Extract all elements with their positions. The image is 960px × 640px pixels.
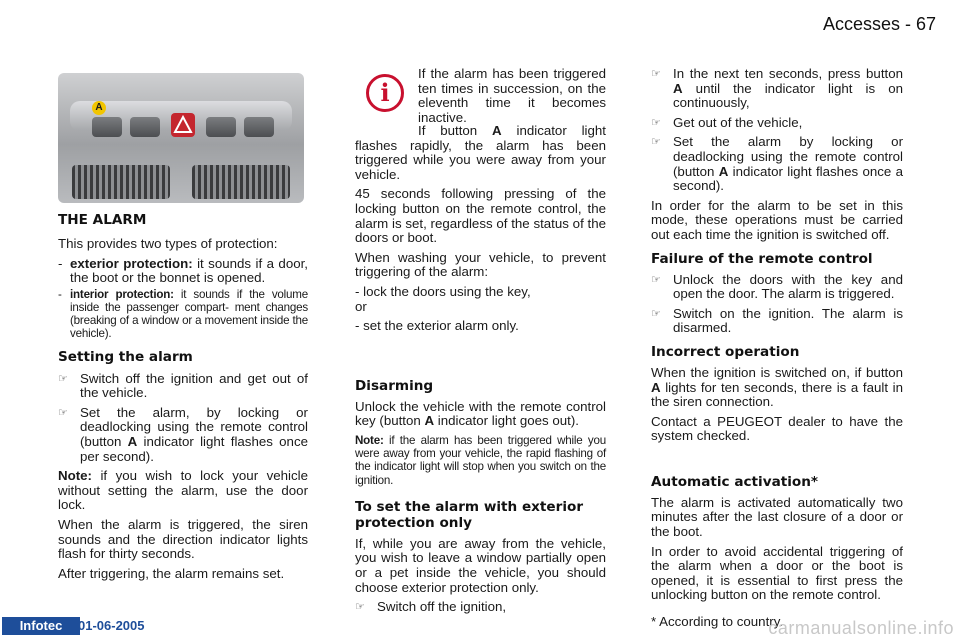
list-item: ☞ Switch off the ignition and get out of the vehicle. xyxy=(58,370,308,401)
column-1 xyxy=(58,212,308,586)
list-item: ☞ Get out of the vehicle, xyxy=(651,114,803,130)
dash-item: - lock the doors using the key, xyxy=(355,283,531,299)
dash-button xyxy=(206,117,236,137)
paragraph: After triggering, the alarm remains set. xyxy=(58,565,285,581)
intro-text: This provides two types of protection: xyxy=(58,236,278,251)
list-item: ☞ Set the alarm by locking or deadlocking using the remote control (button A indicator light flashes once a second). xyxy=(651,134,904,194)
dash-item: - set the exterior alarm only. xyxy=(355,318,519,334)
heading-disarming: Disarming xyxy=(355,377,434,394)
air-vent-right xyxy=(192,165,290,199)
info-text-1: If the alarm has been triggered ten times in succession, on the eleventh time it becomes inactive. xyxy=(418,66,606,125)
paragraph: When washing your vehicle, to prevent triggering of the alarm: xyxy=(355,249,606,280)
pointing-hand-icon: ☞ xyxy=(651,307,661,320)
heading-exterior-protection: To set the alarm with exterior protection only xyxy=(355,498,584,531)
note-paragraph: Note: if the alarm has been triggered while you were away from your vehicle, the rapid flashing of the indicator light will stop when you switch on the ignition. xyxy=(355,433,606,487)
list-item: ☞ Set the alarm, by locking or deadlocking using the remote control (button A indicator light flashes once per second). xyxy=(58,404,308,464)
paragraph: When the alarm is triggered, the siren sounds and the direction indicator lights flash for thirty seconds. xyxy=(58,516,308,562)
paragraph: Unlock the vehicle with the remote control key (button A indicator light goes out). xyxy=(355,398,606,429)
pointing-hand-icon: ☞ xyxy=(651,68,661,80)
infotec-logo: Infotec xyxy=(2,617,80,635)
pointing-hand-icon: ☞ xyxy=(58,406,68,419)
dash-marker: - xyxy=(58,255,63,271)
watermark: carmanualsonline.info xyxy=(768,618,954,638)
hazard-icon xyxy=(171,113,195,137)
footer-date: 01-06-2005 xyxy=(78,618,145,633)
heading-setting-alarm: Setting the alarm xyxy=(58,348,193,365)
paragraph: If, while you are away from the vehicle, you wish to leave a window partially open or a pet inside the vehicle, you should choose exterior protection only. xyxy=(355,535,606,595)
pointing-hand-icon: ☞ xyxy=(651,136,661,149)
or-text: or xyxy=(355,298,367,314)
info-icon: i xyxy=(366,74,404,112)
paragraph: 45 seconds following pressing of the locking button on the remote control, the alarm is set, regardless of the status of the doors or boot. xyxy=(355,186,606,246)
pointing-hand-icon: ☞ xyxy=(58,372,68,385)
list-item: - exterior protection: it sounds if a door, the boot or the bonnet is opened. xyxy=(58,255,308,286)
note-paragraph: Note: if you wish to lock your vehicle without setting the alarm, use the door lock. xyxy=(58,468,308,513)
list-item: ☞ In the next ten seconds, press button A until the indicator light is on continuously, xyxy=(651,66,903,111)
heading-incorrect-operation: Incorrect operation xyxy=(651,343,800,360)
dash-button xyxy=(244,117,274,137)
dash-button xyxy=(130,117,160,137)
dashboard-image xyxy=(58,73,304,203)
alarm-button-a xyxy=(92,117,122,137)
list-item: - interior protection: it sounds if the volume inside the passenger compart- ment changes (breaking of a window or a movement inside the vehicle). xyxy=(58,287,309,341)
list-item: ☞ Switch off the ignition, xyxy=(355,599,507,615)
paragraph: Contact a PEUGEOT dealer to have the system checked. xyxy=(651,413,903,444)
air-vent-left xyxy=(72,165,170,199)
button-a-label: A xyxy=(92,101,106,115)
column-3 xyxy=(651,67,903,635)
paragraph: The alarm is activated automatically two minutes after the last closure of a door or the boot. xyxy=(651,494,903,540)
pointing-hand-icon: ☞ xyxy=(651,116,661,129)
paragraph: In order to avoid accidental triggering of the alarm when a door or the boot is opened, it is essential to first press the unlocking button on the remote control. xyxy=(651,543,903,603)
list-item: ☞ Switch on the ignition. The alarm is disarmed. xyxy=(651,305,903,336)
paragraph: When the ignition is switched on, if button A lights for ten seconds, there is a fault in the siren connection. xyxy=(651,364,903,410)
list-item: ☞ Unlock the doors with the key and open the door. The alarm is triggered. xyxy=(651,271,903,302)
info-text-2: If button A indicator light flashes rapidly, the alarm has been triggered while you were away from your vehicle. xyxy=(355,123,606,182)
footnote: * According to country. xyxy=(651,614,784,630)
dash-marker: - xyxy=(58,287,62,301)
heading-the-alarm: THE ALARM xyxy=(58,212,147,228)
page-header: Accesses - 67 xyxy=(822,14,936,34)
heading-remote-failure: Failure of the remote control xyxy=(651,250,873,267)
column-2 xyxy=(355,124,606,620)
pointing-hand-icon: ☞ xyxy=(355,601,365,614)
pointing-hand-icon: ☞ xyxy=(651,273,661,286)
heading-automatic-activation: Automatic activation* xyxy=(651,473,819,490)
paragraph: In order for the alarm to be set in this mode, these operations must be carried out each time the ignition is switched off. xyxy=(651,197,903,242)
